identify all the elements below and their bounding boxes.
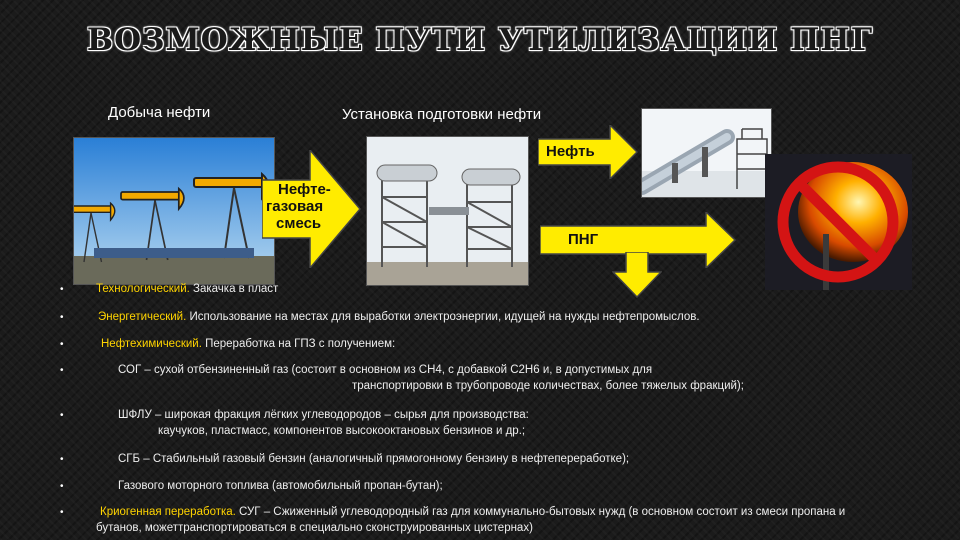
- mixture-label-line2: газовая: [266, 198, 324, 215]
- treatment-plant-photo: [366, 136, 529, 286]
- label-treatment-plant: Установка подготовки нефти: [342, 106, 542, 123]
- arrow-oil-gas-mixture: [262, 150, 362, 268]
- mixture-label-line3: смесь: [276, 215, 322, 232]
- mixture-label-line1: Нефте-: [278, 181, 331, 198]
- oil-label: Нефть: [546, 143, 595, 160]
- utilization-methods-list: • Технологический. Закачка в пласт • Энергетический. Использование на местах для выработки электроэнергии, идущей на нужды нефтепромыслов. • Нефтехимический. Переработка на ГПЗ с получением: • СОГ – сухой отбензиненный газ (состоит в основном из СН4, с добавкой С2Н6 и, в допустимых для транспортировки в трубопроводе количествах, более тяжелых фракций); • ШФЛУ – широкая фракция лёгких углеводородов – сырья для производства: каучуков, пластмасс, компонентов высокооктановых бензинов и др.; • СГБ – Стабильный газовый бензин (аналогичный прямогонному бензину в нефтепереработке); • Газового моторного топлива (автомобильный пропан-бутан); • Криогенная переработка. СУГ – Сжиженный углеводородный газ для коммунально-бытовых нужд (в основном состоит из смеси пропана и бутанов, можеттранспортироваться в специально сконструированных цистернах): [60, 283, 846, 534]
- pipeline-photo: [641, 108, 772, 198]
- oil-pumpjack-photo: [73, 137, 275, 285]
- png-label: ПНГ: [568, 231, 599, 248]
- label-oil-production: Добыча нефти: [108, 104, 211, 121]
- flare-prohibited-icon: [765, 154, 912, 290]
- arrow-oil: [538, 125, 638, 179]
- slide-title: ВОЗМОЖНЫЕ ПУТИ УТИЛИЗАЦИИ ПНГ: [86, 22, 874, 58]
